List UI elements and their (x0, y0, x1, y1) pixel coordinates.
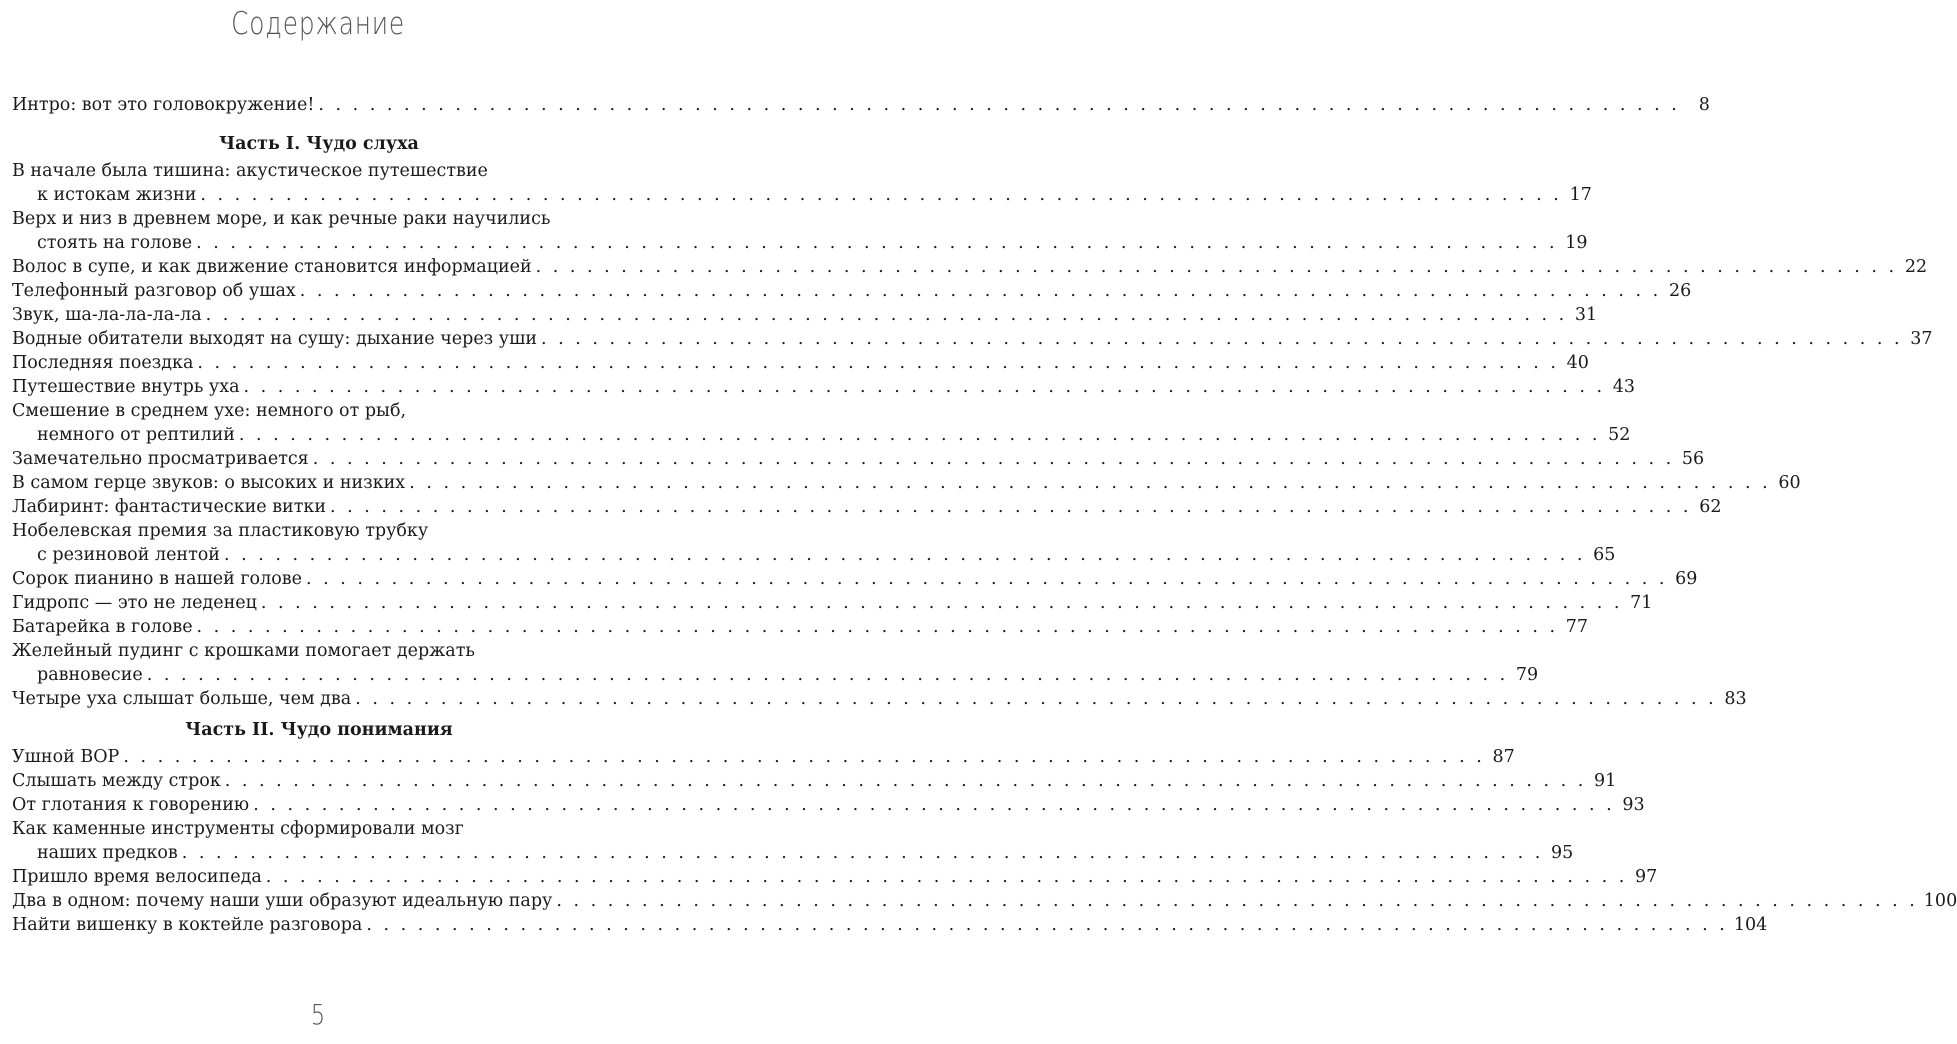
toc-entry-page: 60 (1778, 473, 1801, 493)
dot-leader: . . . . . . . . . . . . . . . . . . . . . . . . . . . . . . . . . . . . . . . . . . . . . . . . . . . . . . . . . . . . . . . . . . . . . . . . . . . . . . . . (253, 795, 1615, 815)
toc-entry-title: Желейный пудинг с крошками помогает держать (12, 641, 475, 661)
toc-entry-page: 17 (1569, 185, 1592, 205)
toc-entry-title: немного от рептилий (37, 425, 235, 445)
toc-entry-page: 93 (1622, 795, 1645, 815)
toc-entry-title: Четыре уха слышат больше, чем два (12, 689, 352, 709)
toc-entry-line (12, 865, 1658, 889)
toc-entry-page: 26 (1668, 281, 1692, 301)
toc-entry-line (12, 841, 1574, 865)
page-number: 5 (310, 998, 326, 1031)
toc-entry-line (12, 447, 1705, 471)
dot-leader: . . . . . . . . . . . . . . . . . . . . . . . . . . . . . . . . . . . . . . . . . . . . . . . . . . . . . . . . . . . . . . . . . . . . . . . . . . . . . . . . (299, 281, 1662, 301)
toc-entry-page: 87 (1492, 747, 1515, 767)
toc-entry-line (12, 423, 1631, 447)
dot-leader: . . . . . . . . . . . . . . . . . . . . . . . . . . . . . . . . . . . . . . . . . . . . . . . . . . . . . . . . . . . . . . . . . . . . . . . . . . . . . . . . (409, 473, 1771, 493)
toc-entry (12, 913, 1768, 937)
toc-entry-page: 22 (1904, 257, 1928, 277)
part-1-heading: Часть I. Чудо слуха (219, 134, 419, 154)
toc-entry-page: 8 (1698, 95, 1710, 115)
toc-entry-page: 97 (1635, 867, 1658, 887)
toc-entry-line (12, 375, 1636, 399)
toc-entry (12, 687, 1747, 711)
table-of-contents (12, 93, 1957, 937)
toc-entry-page: 37 (1910, 329, 1933, 349)
dot-leader: . . . . . . . . . . . . . . . . . . . . . . . . . . . . . . . . . . . . . . . . . . . . . . . . . . . . . . . . . . . . . . . . . . . . . . . . . . . . . . . . (205, 305, 1568, 325)
dot-leader: . . . . . . . . . . . . . . . . . . . . . . . . . . . . . . . . . . . . . . . . . . . . . . . . . . . . . . . . . . . . . . . . . . . . . . . . . . . . . . . . (243, 377, 1606, 397)
dot-leader: . . . . . . . . . . . . . . . . . . . . . . . . . . . . . . . . . . . . . . . . . . . . . . . . . . . . . . . . . . . . . . . . . . . . . . . . . . . . . . . . (197, 353, 1559, 373)
toc-entry-line (12, 327, 1933, 351)
toc-entry-page: 40 (1566, 353, 1589, 373)
toc-entry-line (12, 471, 1801, 495)
toc-entry-page: 91 (1593, 771, 1617, 791)
dot-leader: . . . . . . . . . . . . . . . . . . . . . . . . . . . . . . . . . . . . . . . . . . . . . . . . . . . . . . . . . . . . . . . . . . . . . . . . . . . . . . . . (330, 497, 1692, 517)
dot-leader: . . . . . . . . . . . . . . . . . . . . . . . . . . . . . . . . . . . . . . . . . . . . . . . . . . . . . . . . . . . . . . . . . . . . . . . . . . . . . . . . (196, 233, 1558, 253)
toc-entry-title: Ушной ВОР (12, 747, 120, 767)
toc-entry-page: 65 (1593, 545, 1616, 565)
toc-entry-title: Лабиринт: фантастические витки (12, 497, 327, 517)
toc-entry-line (12, 351, 1589, 375)
toc-entry (12, 889, 1957, 913)
toc-entry-page: 95 (1551, 843, 1574, 863)
toc-entry (12, 865, 1658, 889)
toc-entry-title: В начале была тишина: акустическое путешествие (12, 161, 488, 181)
toc-entry-title: Два в одном: почему наши уши образуют идеальную пару (12, 891, 553, 911)
toc-entry-page: 52 (1608, 425, 1631, 445)
toc-entry (12, 817, 1574, 865)
toc-entry-page: 56 (1681, 449, 1705, 469)
dot-leader: . . . . . . . . . . . . . . . . . . . . . . . . . . . . . . . . . . . . . . . . . . . . . . . . . . . . . . . . . . . . . . . . . . . . . . . . . . . . . . . . (181, 843, 1544, 863)
toc-entry (12, 471, 1801, 495)
toc-entry-line (12, 687, 1747, 711)
dot-leader: . . . . . . . . . . . . . . . . . . . . . . . . . . . . . . . . . . . . . . . . . . . . . . . . . . . . . . . . . . . . . . . . . . . . . . . . . . . . . . . . (200, 185, 1562, 205)
toc-entry-title: равновесие (37, 665, 143, 685)
toc-entry (12, 279, 1692, 303)
toc-entry (12, 745, 1515, 769)
toc-entry-page: 43 (1612, 377, 1636, 397)
toc-entry-line (12, 889, 1957, 913)
toc-entry (12, 351, 1589, 375)
toc-entry-page: 69 (1675, 569, 1698, 589)
toc-entry-page: 79 (1515, 665, 1539, 685)
dot-leader: . . . . . . . . . . . . . . . . . . . . . . . . . . . . . . . . . . . . . . . . . . . . . . . . . . . . . . . . . . . . . . . . . . . . . . . . . . . . . . . . (265, 867, 1628, 887)
toc-entry (12, 519, 1616, 567)
toc-entry-line (12, 615, 1589, 639)
toc-entry (12, 207, 1588, 255)
toc-entry-page: 31 (1574, 305, 1598, 325)
toc-entry-line (12, 663, 1539, 687)
toc-entry-title: Батарейка в голове (12, 617, 193, 637)
toc-entry (12, 255, 1928, 279)
toc-entry (12, 591, 1653, 615)
toc-entry-title: Пришло время велосипеда (12, 867, 262, 887)
dot-leader: . . . . . . . . . . . . . . . . . . . . . . . . . . . . . . . . . . . . . . . . . . . . . . . . . . . . . . . . . . . . . . . . . . . . . . . . . . . . . . . . (556, 891, 1918, 911)
toc-entry (12, 159, 1592, 207)
toc-entry (12, 303, 1598, 327)
toc-entry-title: Как каменные инструменты сформировали мозг (12, 819, 464, 839)
toc-entry-title: Верх и низ в древнем море, и как речные раки научились (12, 209, 551, 229)
toc-entry-line (12, 745, 1515, 769)
toc-entry-title: От глотания к говорению (12, 795, 250, 815)
toc-entry-line (12, 591, 1653, 615)
toc-entry-line (12, 543, 1616, 567)
toc-entry-title: Найти вишенку в коктейле разговора (12, 915, 363, 935)
toc-entry-page: 62 (1699, 497, 1722, 517)
dot-leader: . . . . . . . . . . . . . . . . . . . . . . . . . . . . . . . . . . . . . . . . . . . . . . . . . . . . . . . . . . . . . . . . . . . . . . . . . . . . . . . . (223, 545, 1586, 565)
toc-entry-line (12, 279, 1692, 303)
toc-entry-line (12, 769, 1617, 793)
toc-entry-title: Водные обитатели выходят на сушу: дыхание через уши (12, 329, 538, 349)
toc-entry-title: стоять на голове (37, 233, 193, 253)
toc-entry-page: 71 (1630, 593, 1653, 613)
toc-entry-page: 77 (1565, 617, 1589, 637)
toc-entry-line (12, 793, 1645, 817)
dot-leader: . . . . . . . . . . . . . . . . . . . . . . . . . . . . . . . . . . . . . . . . . . . . . . . . . . . . . . . . . . . . . . . . . . . . . . . . . . . . . . . . (305, 569, 1668, 589)
dot-leader: . . . . . . . . . . . . . . . . . . . . . . . . . . . . . . . . . . . . . . . . . . . . . . . . . . . . . . . . . . . . . . . . . . . . . . . . . . . . . . . . (196, 617, 1559, 637)
dot-leader: . . . . . . . . . . . . . . . . . . . . . . . . . . . . . . . . . . . . . . . . . . . . . . . . . . . . . . . . . . . . . . . . . . . . . . . . . . . . . . . . (224, 771, 1587, 791)
dot-leader: . . . . . . . . . . . . . . . . . . . . . . . . . . . . . . . . . . . . . . . . . . . . . . . . . . . . . . . . . . . . . . . . . . . . . . . . . . . . . . . . (318, 95, 1680, 115)
toc-entry-line (12, 231, 1588, 255)
toc-entry-title: наших предков (37, 843, 178, 863)
toc-entry-title: В самом герце звуков: о высоких и низких (12, 473, 406, 493)
toc-entry (12, 399, 1631, 447)
dot-leader: . . . . . . . . . . . . . . . . . . . . . . . . . . . . . . . . . . . . . . . . . . . . . . . . . . . . . . . . . . . . . . . . . . . . . . . . . . . . . . . . (123, 747, 1485, 767)
toc-entry-title: Интро: вот это головокружение! (12, 95, 315, 115)
toc-entry-title: Сорок пианино в нашей голове (12, 569, 302, 589)
toc-entry-title: Нобелевская премия за пластиковую трубку (12, 521, 429, 541)
dot-leader: . . . . . . . . . . . . . . . . . . . . . . . . . . . . . . . . . . . . . . . . . . . . . . . . . . . . . . . . . . . . . . . . . . . . . . . . . . . . . . . . (535, 257, 1898, 277)
toc-entry (12, 769, 1617, 793)
toc-entry-title: Звук, ша-ла-ла-ла-ла (12, 305, 202, 325)
toc-entry (12, 447, 1705, 471)
toc-entry (12, 567, 1698, 591)
toc-entry-title: Телефонный разговор об ушах (12, 281, 296, 301)
toc-entry-title: к истокам жизни (37, 185, 197, 205)
toc-entry-line (12, 183, 1592, 207)
toc-entry-title: Гидропс — это не леденец (12, 593, 257, 613)
dot-leader: . . . . . . . . . . . . . . . . . . . . . . . . . . . . . . . . . . . . . . . . . . . . . . . . . . . . . . . . . . . . . . . . . . . . . . . . . . . . . . . . (541, 329, 1903, 349)
toc-entry-title: Замечательно просматривается (12, 449, 309, 469)
toc-entry-title: с резиновой лентой (37, 545, 220, 565)
toc-entry (12, 327, 1933, 351)
dot-leader: . . . . . . . . . . . . . . . . . . . . . . . . . . . . . . . . . . . . . . . . . . . . . . . . . . . . . . . . . . . . . . . . . . . . . . . . . . . . . . . . (312, 449, 1675, 469)
dot-leader: . . . . . . . . . . . . . . . . . . . . . . . . . . . . . . . . . . . . . . . . . . . . . . . . . . . . . . . . . . . . . . . . . . . . . . . . . . . . . . . . (260, 593, 1623, 613)
dot-leader: . . . . . . . . . . . . . . . . . . . . . . . . . . . . . . . . . . . . . . . . . . . . . . . . . . . . . . . . . . . . . . . . . . . . . . . . . . . . . . . . (238, 425, 1601, 445)
page-title: Содержание (231, 6, 405, 42)
toc-entry-line (12, 93, 1710, 117)
dot-leader: . . . . . . . . . . . . . . . . . . . . . . . . . . . . . . . . . . . . . . . . . . . . . . . . . . . . . . . . . . . . . . . . . . . . . . . . . . . . . . . . (355, 689, 1717, 709)
toc-entry (12, 793, 1645, 817)
toc-entry-page: 19 (1565, 233, 1588, 253)
toc-entry-line (12, 913, 1768, 937)
toc-entry-title: Смешение в среднем ухе: немного от рыб, (12, 401, 407, 421)
toc-entry (12, 495, 1722, 519)
toc-entry-title: Путешествие внутрь уха (12, 377, 240, 397)
toc-entry-line (12, 567, 1698, 591)
toc-entry-page: 100 (1923, 891, 1957, 911)
toc-entry-title: Слышать между строк (12, 771, 221, 791)
toc-entry-page: 83 (1724, 689, 1747, 709)
toc-entry (12, 615, 1589, 639)
toc-entry-page: 104 (1733, 915, 1768, 935)
toc-entry (12, 375, 1636, 399)
dot-leader: . . . . . . . . . . . . . . . . . . . . . . . . . . . . . . . . . . . . . . . . . . . . . . . . . . . . . . . . . . . . . . . . . . . . . . . . . . . . . . . . (366, 915, 1728, 935)
dot-leader: . . . . . . . . . . . . . . . . . . . . . . . . . . . . . . . . . . . . . . . . . . . . . . . . . . . . . . . . . . . . . . . . . . . . . . . . . . . . . . . . (146, 665, 1509, 685)
toc-entry-line (12, 255, 1928, 279)
part-2-heading: Часть II. Чудо понимания (185, 720, 453, 740)
toc-entry-title: Волос в супе, и как движение становится информацией (12, 257, 532, 277)
toc-entry-line (12, 303, 1598, 327)
toc-entry (12, 639, 1539, 687)
toc-entry-line (12, 495, 1722, 519)
toc-entry-title: Последняя поездка (12, 353, 194, 373)
